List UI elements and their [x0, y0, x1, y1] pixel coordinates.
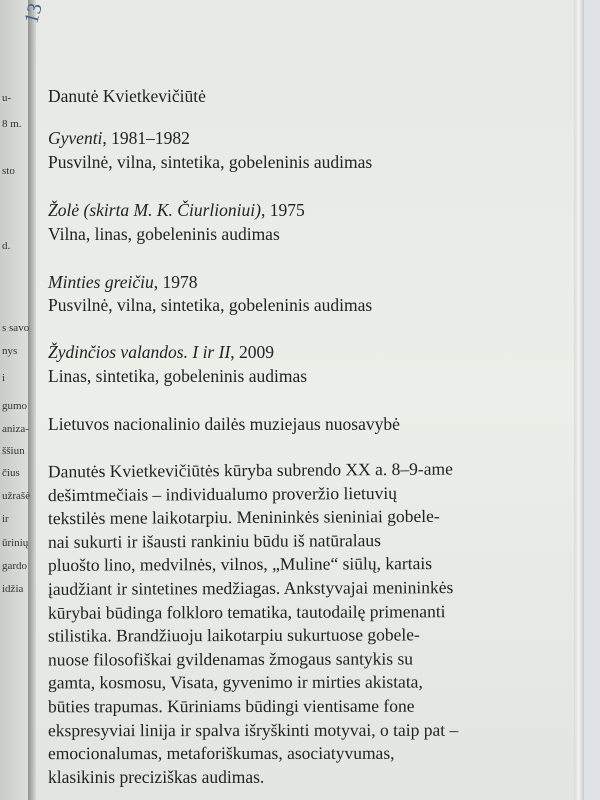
work-title-line — [48, 272, 198, 293]
background — [584, 0, 600, 800]
left-page-text-fragment: u- — [2, 92, 12, 104]
paragraph-line: dešimtmečiais – individualumo proveržio lietuvių — [47, 482, 398, 505]
left-page-text-fragment: ššiun — [2, 445, 25, 457]
paragraph-line: pluošto lino, medvilnės, vilnos, „Muline“ siūlų, kartais — [47, 553, 433, 576]
left-page-text-fragment: užrašė — [2, 490, 31, 502]
work-title-line — [48, 342, 274, 363]
book-gutter — [28, 0, 36, 800]
left-page-text-fragment: čius — [2, 467, 20, 479]
work-title: Žolė (skirta M. K. Čiurlioniui) — [48, 200, 261, 220]
paragraph-line: klasikinis preciziškas audimas. — [47, 766, 265, 787]
handwritten-mark: 13 — [20, 0, 47, 26]
paragraph-line: kūrybai būdinga folkloro tematika, tautodailę primenanti — [47, 600, 446, 623]
work-year: , 1978 — [153, 272, 198, 292]
work-year: , 1981–1982 — [102, 128, 190, 148]
left-page-text-fragment: ūrinių — [2, 537, 29, 549]
work-title: Gyventi — [48, 128, 103, 148]
work-title: Minties greičiu — [48, 272, 154, 292]
work-year: , 1975 — [260, 200, 305, 220]
work-title-line — [48, 200, 305, 221]
paragraph-line: gamta, kosmosu, Visata, gyvenimo ir mirties akistata, — [47, 671, 423, 693]
ownership-note: Lietuvos nacionalinio dailės muziejaus nuosavybė — [48, 414, 400, 434]
paragraph-line: ekspresyviai linija ir spalva išryškinti motyvai, o taip pat – — [47, 719, 459, 740]
paragraph-line: emocionalumas, metaforiškumas, asociatyvumas, — [47, 743, 395, 764]
left-page-text-fragment: s savo — [2, 322, 30, 334]
author-name: Danutė Kvietkevičiūtė — [48, 86, 206, 106]
left-page-text-fragment: sto — [2, 165, 15, 177]
paragraph-line: būties trapumas. Kūriniams būdingi vientisame fone — [47, 695, 415, 717]
left-page-text-fragment: 8 m. — [2, 118, 22, 130]
paragraph-line: nuose filosofiškai gvildenamas žmogaus santykis su — [47, 648, 414, 670]
work-materials: Linas, sintetika, gobeleninis audimas — [48, 366, 308, 386]
paragraph-line: tekstilės mene laikotarpiu. Menininkės sieniniai gobele- — [47, 506, 440, 529]
left-page-text-fragment: idžia — [2, 583, 24, 595]
left-page-text-fragment: ir — [2, 513, 9, 525]
work-title-line — [48, 128, 190, 149]
left-page-text-fragment: gumo — [2, 400, 28, 412]
paragraph-line: nai sukurti ir išausti rankiniu būdu iš natūralaus — [47, 529, 381, 552]
left-page-text-fragment: gardo — [2, 560, 28, 572]
work-year: , 2009 — [230, 342, 275, 362]
work-materials: Pusvilnė, vilna, sintetika, gobeleninis audimas — [48, 295, 373, 315]
left-page-text-fragment: nys — [2, 345, 18, 357]
work-materials: Pusvilnė, vilna, sintetika, gobeleninis audimas — [48, 152, 373, 172]
work-title: Žydinčios valandos. I ir II — [48, 342, 231, 362]
page-edge — [574, 0, 584, 800]
left-page-text-fragment: i — [2, 372, 6, 384]
work-materials: Vilna, linas, gobeleninis audimas — [48, 224, 280, 244]
paragraph-line: stilistika. Brandžiuoju laikotarpiu sukurtuose gobele- — [47, 624, 420, 646]
paragraph-line: įaudžiant ir sintetines medžiagas. Ankstyvajai menininkės — [47, 577, 454, 599]
left-page-text-fragment: d. — [2, 240, 11, 252]
left-page-text-fragment: aniza- — [2, 423, 29, 435]
paragraph-line: Danutės Kvietkevičiūtės kūryba subrendo XX a. 8–9-ame — [47, 458, 453, 482]
